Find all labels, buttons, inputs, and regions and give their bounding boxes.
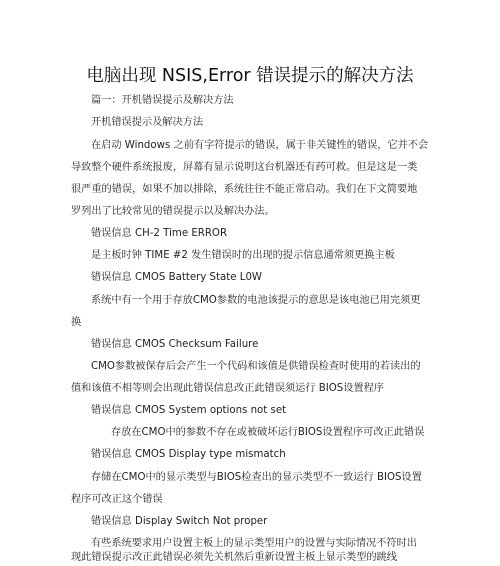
- error-heading: 错误信息 CMOS Display type mismatch: [91, 449, 286, 460]
- error-description: 程序可改正这个错误: [71, 494, 163, 505]
- error-heading: 错误信息 CH-2 Time ERROR: [91, 228, 228, 239]
- error-heading: 错误信息 Display Switch Not proper: [91, 516, 268, 527]
- error-description: 现此错误提示改正此错误必须先关机然后重新设置主板上显示类型的跳线: [71, 552, 397, 563]
- error-description: 是主板时钟 TIME #2 发生错误时的出现的提示信息通常须更换主板: [91, 250, 395, 261]
- error-description: 存放在CMO中的参数不存在或被破坏运行BIOS设置程序可改正此错误: [111, 427, 425, 438]
- error-description: 换: [71, 317, 82, 328]
- error-description: CMO参数被保存后会产生一个代码和该值是供错误检查时使用的若读出的: [91, 361, 421, 372]
- section-heading: 篇一：开机错误提示及解决方法: [91, 95, 234, 106]
- error-description: 值和该值不相等则会出现此错误信息改正此错误须运行 BIOS设置程序: [71, 383, 384, 394]
- subheading: 开机错误提示及解决方法: [91, 117, 204, 128]
- error-description: 有些系统要求用户设置主板上的显示类型用户的设置与实际情况不符时出: [91, 538, 417, 549]
- error-heading: 错误信息 CMOS System options not set: [91, 405, 287, 416]
- error-description: 存储在CMO中的显示类型与BIOS检查出的显示类型不一致运行 BIOS设置: [91, 472, 422, 483]
- error-heading: 错误信息 CMOS Checksum Failure: [91, 339, 259, 350]
- document-title: 电脑出现 NSIS,Error 错误提示的解决方法: [86, 66, 414, 86]
- paragraph-line: 导致整个硬件系统报废，屏幕有显示说明这台机器还有药可救。但是这是一类: [71, 162, 418, 173]
- paragraph-line: 罗列出了比较常见的错误提示以及解决办法。: [71, 206, 275, 217]
- error-heading: 错误信息 CMOS Battery State L0W: [91, 272, 262, 283]
- error-description: 系统中有一个用于存放CMO参数的电池该提示的意思是该电池已用完须更: [91, 295, 421, 306]
- paragraph-line: 在启动 Windows 之前有字符提示的错误，属于非关键性的错误，它并不会: [91, 140, 429, 151]
- paragraph-line: 很严重的错误，如果不加以排除，系统往往不能正常启动。我们在下文简要地: [71, 184, 418, 195]
